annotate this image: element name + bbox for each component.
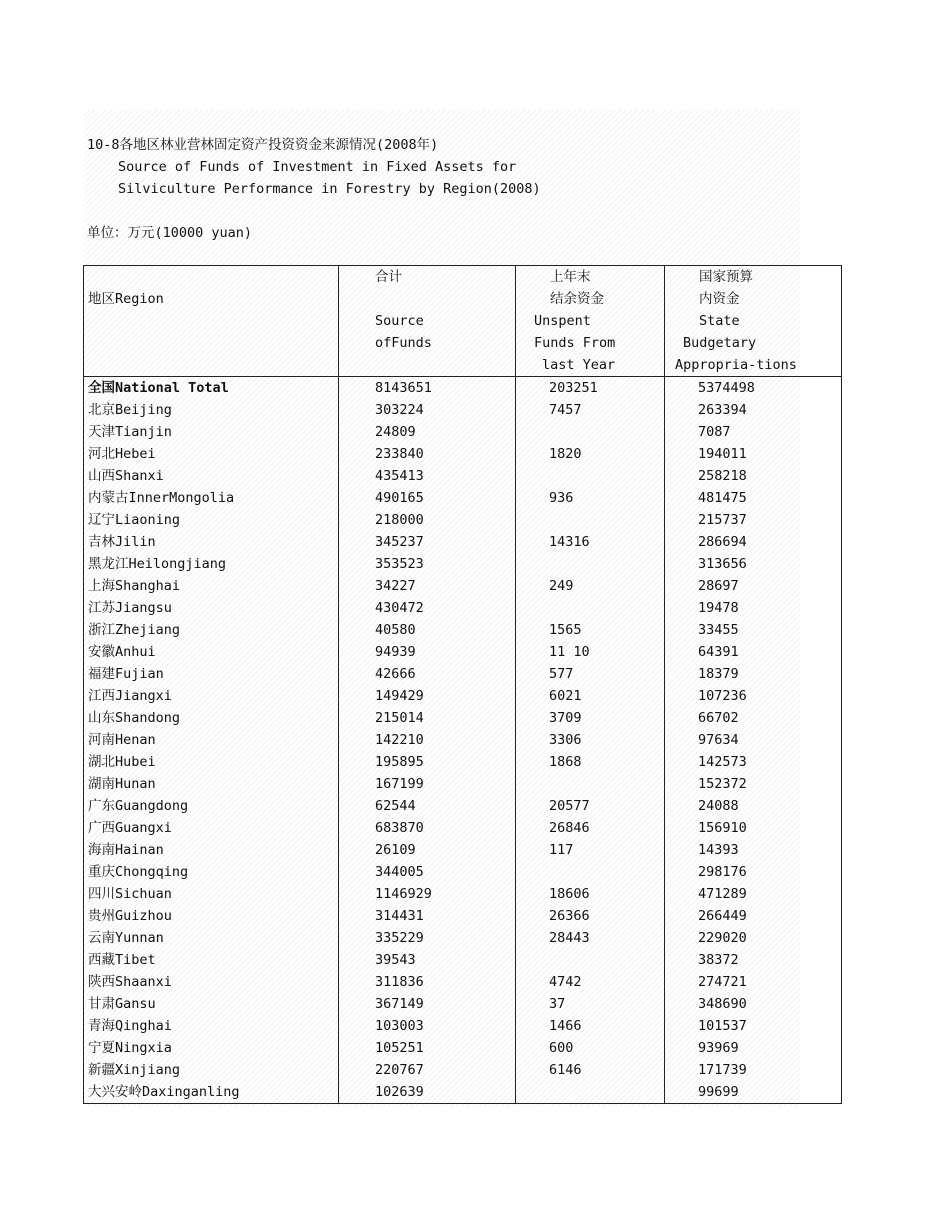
table-header-row: [84, 266, 842, 377]
cell-total: 1146929: [339, 883, 516, 905]
cell-total: 142210: [339, 729, 516, 751]
cell-unspent: 14316: [516, 531, 665, 553]
cell-state: 7087: [665, 421, 842, 443]
cell-total: 34227: [339, 575, 516, 597]
cell-total: 314431: [339, 905, 516, 927]
cell-state: 14393: [665, 839, 842, 861]
cell-total: 303224: [339, 399, 516, 421]
cell-total: 103003: [339, 1015, 516, 1037]
header-region: 地区Region: [84, 266, 339, 377]
table-row: [84, 553, 842, 575]
cell-unspent: 203251: [516, 377, 665, 400]
cell-state: 107236: [665, 685, 842, 707]
cell-unspent: 26846: [516, 817, 665, 839]
cell-total: 26109: [339, 839, 516, 861]
cell-unspent: 1820: [516, 443, 665, 465]
cell-unspent: 18606: [516, 883, 665, 905]
cell-unspent: 20577: [516, 795, 665, 817]
cell-region: 山东Shandong: [84, 707, 339, 729]
table-row: [84, 971, 842, 993]
cell-unspent: 7457: [516, 399, 665, 421]
cell-region: 吉林Jilin: [84, 531, 339, 553]
cell-unspent: 1868: [516, 751, 665, 773]
table-row: [84, 795, 842, 817]
table-row: [84, 1081, 842, 1104]
table-row: [84, 905, 842, 927]
table-row: [84, 685, 842, 707]
cell-region: 湖南Hunan: [84, 773, 339, 795]
cell-state: 286694: [665, 531, 842, 553]
table-row: [84, 399, 842, 421]
cell-total: 24809: [339, 421, 516, 443]
cell-total: 8143651: [339, 377, 516, 400]
cell-region: 贵州Guizhou: [84, 905, 339, 927]
table-row: [84, 509, 842, 531]
table-row: [84, 927, 842, 949]
table-row: [84, 861, 842, 883]
cell-unspent: 1565: [516, 619, 665, 641]
cell-state: 258218: [665, 465, 842, 487]
cell-total: 233840: [339, 443, 516, 465]
cell-unspent: [516, 1081, 665, 1104]
data-table: [83, 265, 801, 1104]
header-state: 国家预算 内资金 State Budgetary Appropria-tions: [665, 266, 842, 377]
cell-unspent: [516, 597, 665, 619]
title-en-line1: Source of Funds of Investment in Fixed Assets for: [118, 159, 517, 175]
table-row: [84, 751, 842, 773]
cell-unspent: 28443: [516, 927, 665, 949]
cell-region: 全国National Total: [84, 377, 339, 400]
cell-region: 陕西Shaanxi: [84, 971, 339, 993]
cell-unspent: 1466: [516, 1015, 665, 1037]
cell-region: 广西Guangxi: [84, 817, 339, 839]
cell-state: 156910: [665, 817, 842, 839]
cell-unspent: 26366: [516, 905, 665, 927]
table-row: [84, 817, 842, 839]
cell-unspent: [516, 861, 665, 883]
table-row: [84, 619, 842, 641]
cell-total: 353523: [339, 553, 516, 575]
cell-total: 335229: [339, 927, 516, 949]
table-row: [84, 465, 842, 487]
cell-unspent: [516, 553, 665, 575]
header-total: 合计 Source ofFunds: [339, 266, 516, 377]
table-row: [84, 487, 842, 509]
cell-total: 311836: [339, 971, 516, 993]
cell-total: 94939: [339, 641, 516, 663]
cell-state: 5374498: [665, 377, 842, 400]
table-row: [84, 729, 842, 751]
cell-unspent: [516, 421, 665, 443]
cell-total: 345237: [339, 531, 516, 553]
cell-total: 215014: [339, 707, 516, 729]
cell-region: 重庆Chongqing: [84, 861, 339, 883]
table-row: [84, 1059, 842, 1081]
cell-state: 28697: [665, 575, 842, 597]
cell-state: 263394: [665, 399, 842, 421]
cell-total: 39543: [339, 949, 516, 971]
cell-region: 青海Qinghai: [84, 1015, 339, 1037]
cell-region: 甘肃Gansu: [84, 993, 339, 1015]
cell-state: 101537: [665, 1015, 842, 1037]
title-en-line2: Silviculture Performance in Forestry by Region(2008): [118, 181, 541, 197]
table-row: [84, 443, 842, 465]
cell-state: 229020: [665, 927, 842, 949]
cell-total: 220767: [339, 1059, 516, 1081]
table-row: [84, 949, 842, 971]
table-row: [84, 773, 842, 795]
cell-total: 435413: [339, 465, 516, 487]
cell-unspent: 11 10: [516, 641, 665, 663]
table-row: [84, 883, 842, 905]
cell-unspent: [516, 509, 665, 531]
cell-region: 山西Shanxi: [84, 465, 339, 487]
cell-state: 142573: [665, 751, 842, 773]
cell-region: 广东Guangdong: [84, 795, 339, 817]
cell-state: 93969: [665, 1037, 842, 1059]
table-row: [84, 531, 842, 553]
cell-total: 167199: [339, 773, 516, 795]
cell-state: 471289: [665, 883, 842, 905]
table-row: [84, 993, 842, 1015]
cell-state: 33455: [665, 619, 842, 641]
cell-region: 大兴安岭Daxinganling: [84, 1081, 339, 1104]
table-row: [84, 597, 842, 619]
cell-total: 218000: [339, 509, 516, 531]
cell-unspent: 4742: [516, 971, 665, 993]
title-block: [87, 134, 541, 200]
cell-region: 西藏Tibet: [84, 949, 339, 971]
cell-state: 481475: [665, 487, 842, 509]
cell-unspent: 249: [516, 575, 665, 597]
cell-region: 天津Tianjin: [84, 421, 339, 443]
cell-unspent: [516, 465, 665, 487]
cell-unspent: 37: [516, 993, 665, 1015]
table-row: [84, 1015, 842, 1037]
header-unspent: 上年末 结余资金 Unspent Funds From last Year: [516, 266, 665, 377]
cell-total: 105251: [339, 1037, 516, 1059]
table-row: [84, 421, 842, 443]
table-row: [84, 839, 842, 861]
table-row: [84, 663, 842, 685]
cell-state: 274721: [665, 971, 842, 993]
cell-total: 42666: [339, 663, 516, 685]
cell-state: 171739: [665, 1059, 842, 1081]
cell-region: 河北Hebei: [84, 443, 339, 465]
cell-region: 四川Sichuan: [84, 883, 339, 905]
cell-unspent: 577: [516, 663, 665, 685]
cell-state: 313656: [665, 553, 842, 575]
cell-unspent: 6146: [516, 1059, 665, 1081]
cell-total: 149429: [339, 685, 516, 707]
cell-state: 348690: [665, 993, 842, 1015]
cell-state: 215737: [665, 509, 842, 531]
table-row: [84, 377, 842, 400]
title-cn: 10-8各地区林业营林固定资产投资资金来源情况(2008年): [87, 137, 439, 153]
cell-total: 430472: [339, 597, 516, 619]
cell-state: 298176: [665, 861, 842, 883]
cell-state: 266449: [665, 905, 842, 927]
cell-region: 浙江Zhejiang: [84, 619, 339, 641]
cell-state: 66702: [665, 707, 842, 729]
cell-region: 湖北Hubei: [84, 751, 339, 773]
cell-state: 19478: [665, 597, 842, 619]
cell-total: 195895: [339, 751, 516, 773]
unit-label: 单位：万元(10000 yuan): [87, 225, 253, 241]
cell-unspent: 3306: [516, 729, 665, 751]
cell-total: 102639: [339, 1081, 516, 1104]
cell-unspent: 936: [516, 487, 665, 509]
cell-region: 上海Shanghai: [84, 575, 339, 597]
cell-region: 海南Hainan: [84, 839, 339, 861]
cell-region: 内蒙古InnerMongolia: [84, 487, 339, 509]
cell-unspent: 600: [516, 1037, 665, 1059]
cell-state: 18379: [665, 663, 842, 685]
cell-region: 河南Henan: [84, 729, 339, 751]
cell-total: 344005: [339, 861, 516, 883]
cell-unspent: 3709: [516, 707, 665, 729]
cell-total: 683870: [339, 817, 516, 839]
cell-region: 北京Beijing: [84, 399, 339, 421]
cell-state: 38372: [665, 949, 842, 971]
cell-region: 安徽Anhui: [84, 641, 339, 663]
cell-total: 367149: [339, 993, 516, 1015]
cell-unspent: 6021: [516, 685, 665, 707]
table-row: [84, 1037, 842, 1059]
cell-region: 宁夏Ningxia: [84, 1037, 339, 1059]
cell-region: 江苏Jiangsu: [84, 597, 339, 619]
cell-unspent: 117: [516, 839, 665, 861]
table-row: [84, 575, 842, 597]
cell-state: 64391: [665, 641, 842, 663]
cell-total: 40580: [339, 619, 516, 641]
table-row: [84, 707, 842, 729]
cell-total: 62544: [339, 795, 516, 817]
cell-region: 新疆Xinjiang: [84, 1059, 339, 1081]
cell-state: 152372: [665, 773, 842, 795]
cell-unspent: [516, 949, 665, 971]
cell-state: 97634: [665, 729, 842, 751]
cell-unspent: [516, 773, 665, 795]
cell-region: 辽宁Liaoning: [84, 509, 339, 531]
cell-state: 194011: [665, 443, 842, 465]
cell-state: 99699: [665, 1081, 842, 1104]
cell-region: 黑龙江Heilongjiang: [84, 553, 339, 575]
cell-region: 江西Jiangxi: [84, 685, 339, 707]
cell-state: 24088: [665, 795, 842, 817]
cell-region: 云南Yunnan: [84, 927, 339, 949]
table-row: [84, 641, 842, 663]
cell-region: 福建Fujian: [84, 663, 339, 685]
cell-total: 490165: [339, 487, 516, 509]
